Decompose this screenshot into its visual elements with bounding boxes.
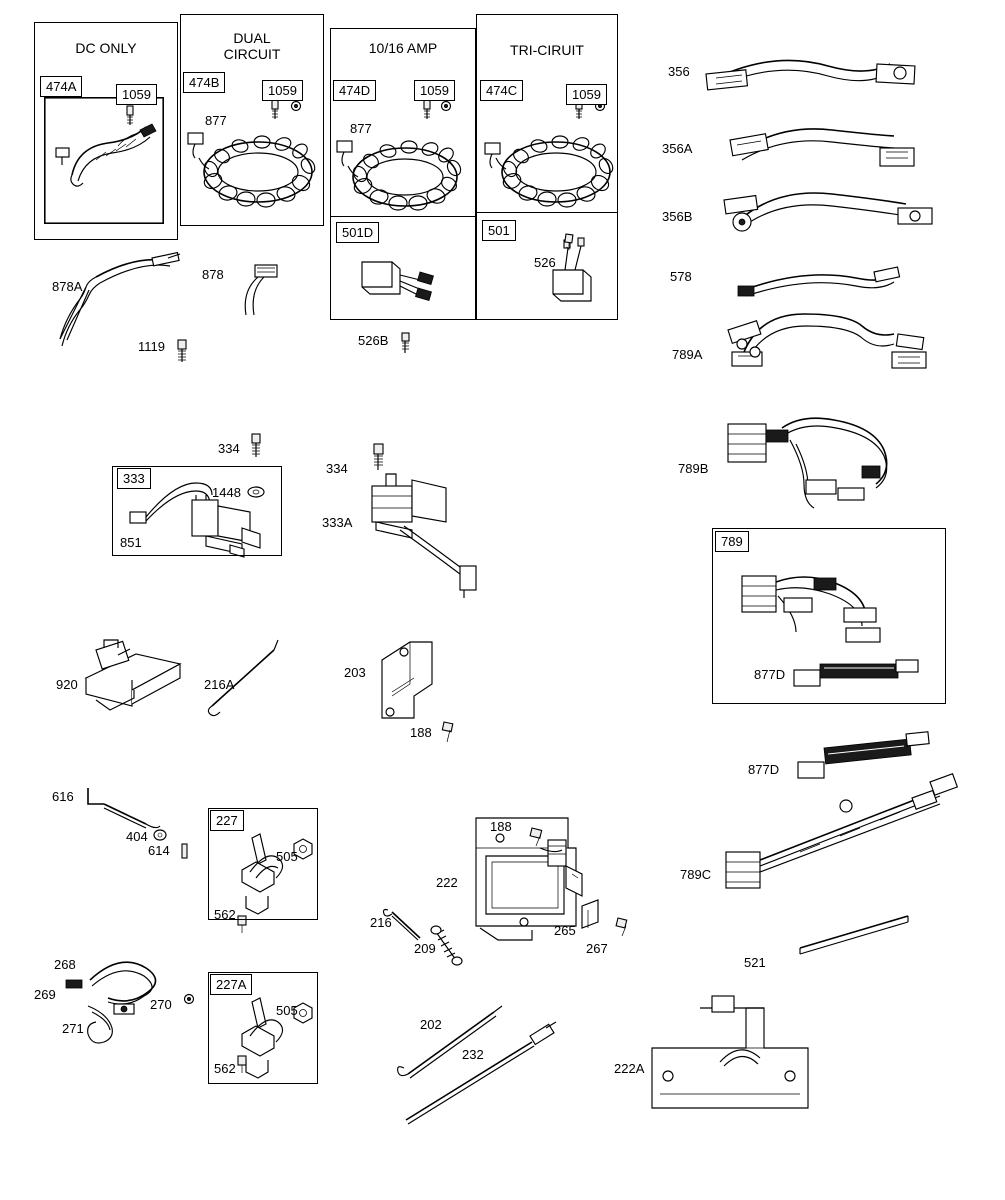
callout-269: 269 xyxy=(34,987,56,1002)
art-614-pin xyxy=(182,844,187,858)
boxed-label-501: 501 xyxy=(482,220,516,241)
callout-562-b: 562 xyxy=(214,1061,236,1076)
callout-1448: 1448 xyxy=(212,485,241,500)
group-title-10-16-amp: 10/16 AMP xyxy=(368,40,438,56)
callout-877-amp: 877 xyxy=(350,121,372,136)
art-202-rod xyxy=(398,1006,502,1078)
divider-tri-501 xyxy=(476,212,618,213)
art-526b-screw xyxy=(402,333,409,353)
art-878-clip xyxy=(245,265,277,315)
group-title-dual-circuit: DUAL CIRCUIT xyxy=(223,30,281,62)
group-frame-789 xyxy=(712,528,946,704)
callout-270: 270 xyxy=(150,997,172,1012)
callout-877-dual: 877 xyxy=(205,113,227,128)
callout-267: 267 xyxy=(586,941,608,956)
callout-222: 222 xyxy=(436,875,458,890)
boxed-label-474a: 474A xyxy=(40,76,82,97)
art-268-cable xyxy=(66,962,156,1014)
callout-271: 271 xyxy=(62,1021,84,1036)
art-270-washer xyxy=(185,995,194,1004)
callout-562-a: 562 xyxy=(214,907,236,922)
callout-216: 216 xyxy=(370,915,392,930)
callout-878a: 878A xyxy=(52,279,83,294)
art-789b-harness xyxy=(728,418,887,508)
callout-920: 920 xyxy=(56,677,78,692)
callout-232: 232 xyxy=(462,1047,484,1062)
divider-amp-501d xyxy=(330,216,476,217)
callout-789b: 789B xyxy=(678,461,709,476)
boxed-label-474b: 474B xyxy=(183,72,225,93)
art-203-bracket xyxy=(382,642,432,718)
callout-268: 268 xyxy=(54,957,76,972)
boxed-label-1059-dc: 1059 xyxy=(116,84,157,105)
callout-203: 203 xyxy=(344,665,366,680)
art-920-switch xyxy=(86,640,180,710)
art-521-rod xyxy=(800,916,908,954)
art-334-screw-mid xyxy=(374,444,383,470)
group-title-dc-only: DC ONLY xyxy=(75,40,137,56)
callout-222a: 222A xyxy=(614,1061,645,1076)
art-222a-bracket xyxy=(652,996,808,1108)
art-265-block xyxy=(582,900,598,928)
callout-202: 202 xyxy=(420,1017,442,1032)
callout-216a: 216A xyxy=(204,677,235,692)
group-frame-10-16-amp xyxy=(330,28,476,320)
callout-616: 616 xyxy=(52,789,74,804)
callout-404: 404 xyxy=(126,829,148,844)
callout-878: 878 xyxy=(202,267,224,282)
art-404-washer xyxy=(154,830,166,840)
art-356-harness xyxy=(706,60,915,89)
art-878a-cable xyxy=(60,253,180,346)
art-616-rod xyxy=(88,788,160,828)
callout-505-b: 505 xyxy=(276,1003,298,1018)
callout-188-mid: 188 xyxy=(490,819,512,834)
art-578-cable xyxy=(738,267,900,296)
art-334-screw-top xyxy=(252,434,260,457)
boxed-label-1059-dual: 1059 xyxy=(262,80,303,101)
art-188-screw-top xyxy=(442,722,452,742)
callout-526: 526 xyxy=(534,255,556,270)
art-271-clip xyxy=(88,1006,113,1043)
boxed-label-1059-tri: 1059 xyxy=(566,84,607,105)
callout-505-a: 505 xyxy=(276,849,298,864)
callout-209: 209 xyxy=(414,941,436,956)
subframe-474a xyxy=(44,97,164,224)
art-356b-harness xyxy=(724,193,932,231)
callout-521: 521 xyxy=(744,955,766,970)
callout-526b: 526B xyxy=(358,333,389,348)
art-222-bracket xyxy=(476,818,582,940)
art-1119-screw xyxy=(178,340,186,362)
boxed-label-501d: 501D xyxy=(336,222,379,243)
boxed-label-227a: 227A xyxy=(210,974,252,995)
callout-356: 356 xyxy=(668,64,690,79)
art-356a-harness xyxy=(730,129,914,166)
art-232-cable xyxy=(406,1022,556,1124)
boxed-label-1059-amp: 1059 xyxy=(414,80,455,101)
group-frame-tri-ciruit xyxy=(476,14,618,320)
boxed-label-789: 789 xyxy=(715,531,749,552)
art-267-screw xyxy=(616,918,627,936)
callout-188-top: 188 xyxy=(410,725,432,740)
callout-356a: 356A xyxy=(662,141,693,156)
boxed-label-227: 227 xyxy=(210,810,244,831)
callout-265: 265 xyxy=(554,923,576,938)
callout-877d: 877D xyxy=(748,762,780,777)
callout-356b: 356B xyxy=(662,209,693,224)
callout-789a: 789A xyxy=(672,347,703,362)
group-title-tri-ciruit: TRI-CIRUIT xyxy=(510,42,584,58)
callout-851: 851 xyxy=(120,535,142,550)
art-333a-switch xyxy=(372,474,476,598)
art-789a-harness xyxy=(728,314,926,368)
callout-333a: 333A xyxy=(322,515,353,530)
boxed-label-333: 333 xyxy=(117,468,151,489)
callout-789c: 789C xyxy=(680,867,712,882)
art-789c-harness xyxy=(726,774,957,888)
boxed-label-474d: 474D xyxy=(333,80,376,101)
art-877d-cable xyxy=(798,732,929,778)
callout-578: 578 xyxy=(670,269,692,284)
callout-334-mid: 334 xyxy=(326,461,348,476)
callout-614: 614 xyxy=(148,843,170,858)
boxed-label-474c: 474C xyxy=(480,80,523,101)
callout-877d-boxed: 877D xyxy=(754,667,786,682)
callout-1119: 1119 xyxy=(138,339,165,354)
callout-334-top: 334 xyxy=(218,441,240,456)
